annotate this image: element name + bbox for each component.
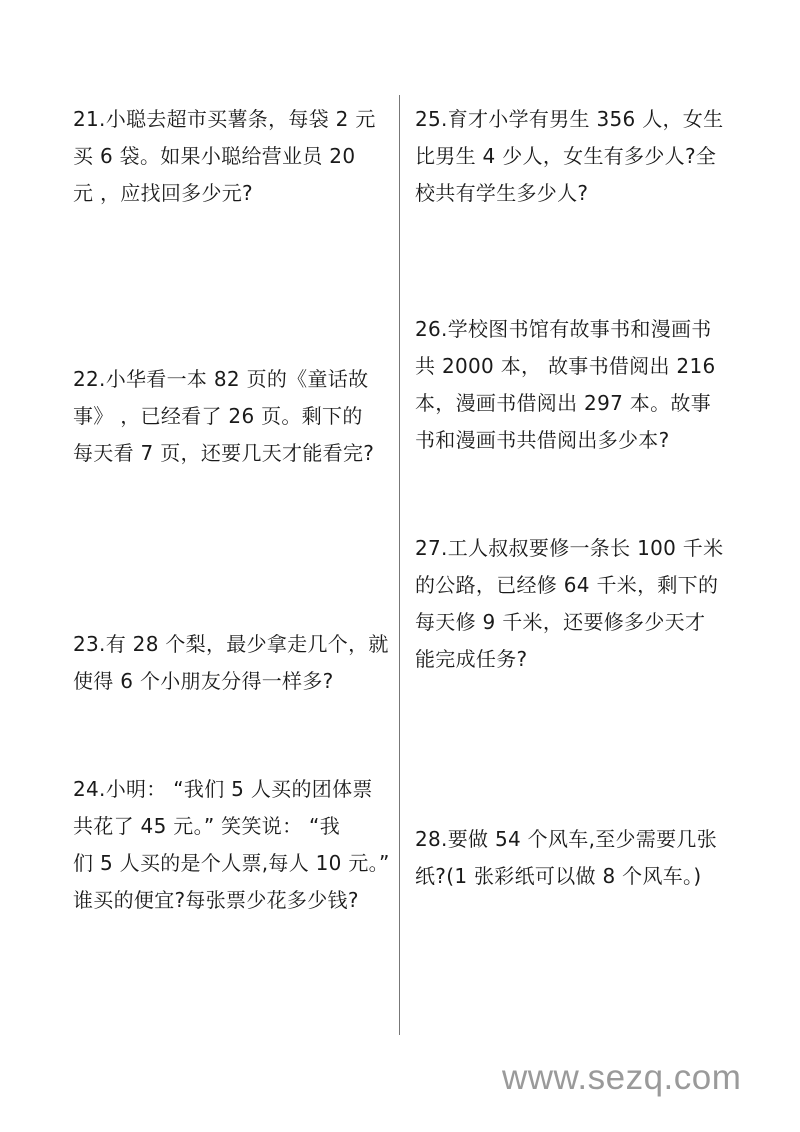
question-line: 27.工人叔叔要修一条长 100 千米 — [415, 536, 724, 560]
question-line: 事》 ，已经看了 26 页。剩下的 — [73, 404, 363, 428]
question-27 — [415, 530, 745, 678]
question-line: 书和漫画书共借阅出多少本? — [415, 428, 670, 452]
question-line: 共花了 45 元。” 笑笑说： “我 — [73, 814, 341, 838]
question-line: 28.要做 54 个风车,至少需要几张 — [415, 827, 718, 851]
question-26 — [415, 311, 745, 459]
question-line: 24.小明： “我们 5 人买的团体票 — [73, 777, 373, 801]
question-22 — [73, 361, 403, 472]
question-line: 使得 6 个小朋友分得一样多? — [73, 669, 334, 693]
question-line: 每天看 7 页，还要几天才能看完? — [73, 441, 375, 465]
question-25 — [415, 101, 745, 212]
question-line: 26.学校图书馆有故事书和漫画书 — [415, 317, 712, 341]
question-line: 纸?(1 张彩纸可以做 8 个风车。) — [415, 864, 702, 888]
question-line: 25.育才小学有男生 356 人，女生 — [415, 107, 724, 131]
question-23 — [73, 626, 403, 700]
question-line: 每天修 9 千米，还要修多少天才 — [415, 610, 706, 634]
question-line: 共 2000 本， 故事书借阅出 216 — [415, 354, 716, 378]
question-line: 的公路，已经修 64 千米，剩下的 — [415, 573, 719, 597]
watermark: www.sezq.com — [502, 1058, 742, 1097]
question-24 — [73, 771, 403, 919]
question-line: 21.小聪去超市买薯条，每袋 2 元 — [73, 107, 376, 131]
question-line: 元 ，应找回多少元? — [73, 181, 253, 205]
column-divider — [399, 95, 400, 1035]
question-21 — [73, 101, 403, 212]
question-line: 校共有学生多少人? — [415, 181, 589, 205]
question-line: 买 6 袋。如果小聪给营业员 20 — [73, 144, 356, 168]
question-line: 23.有 28 个梨，最少拿走几个，就 — [73, 632, 389, 656]
question-line: 比男生 4 少人，女生有多少人?全 — [415, 144, 717, 168]
question-line: 本，漫画书借阅出 297 本。故事 — [415, 391, 711, 415]
question-line: 谁买的便宜?每张票少花多少钱? — [73, 888, 359, 912]
question-28 — [415, 821, 745, 895]
question-line: 22.小华看一本 82 页的《童话故 — [73, 367, 369, 391]
question-line: 们 5 人买的是个人票,每人 10 元。” — [73, 851, 390, 875]
question-line: 能完成任务? — [415, 647, 528, 671]
